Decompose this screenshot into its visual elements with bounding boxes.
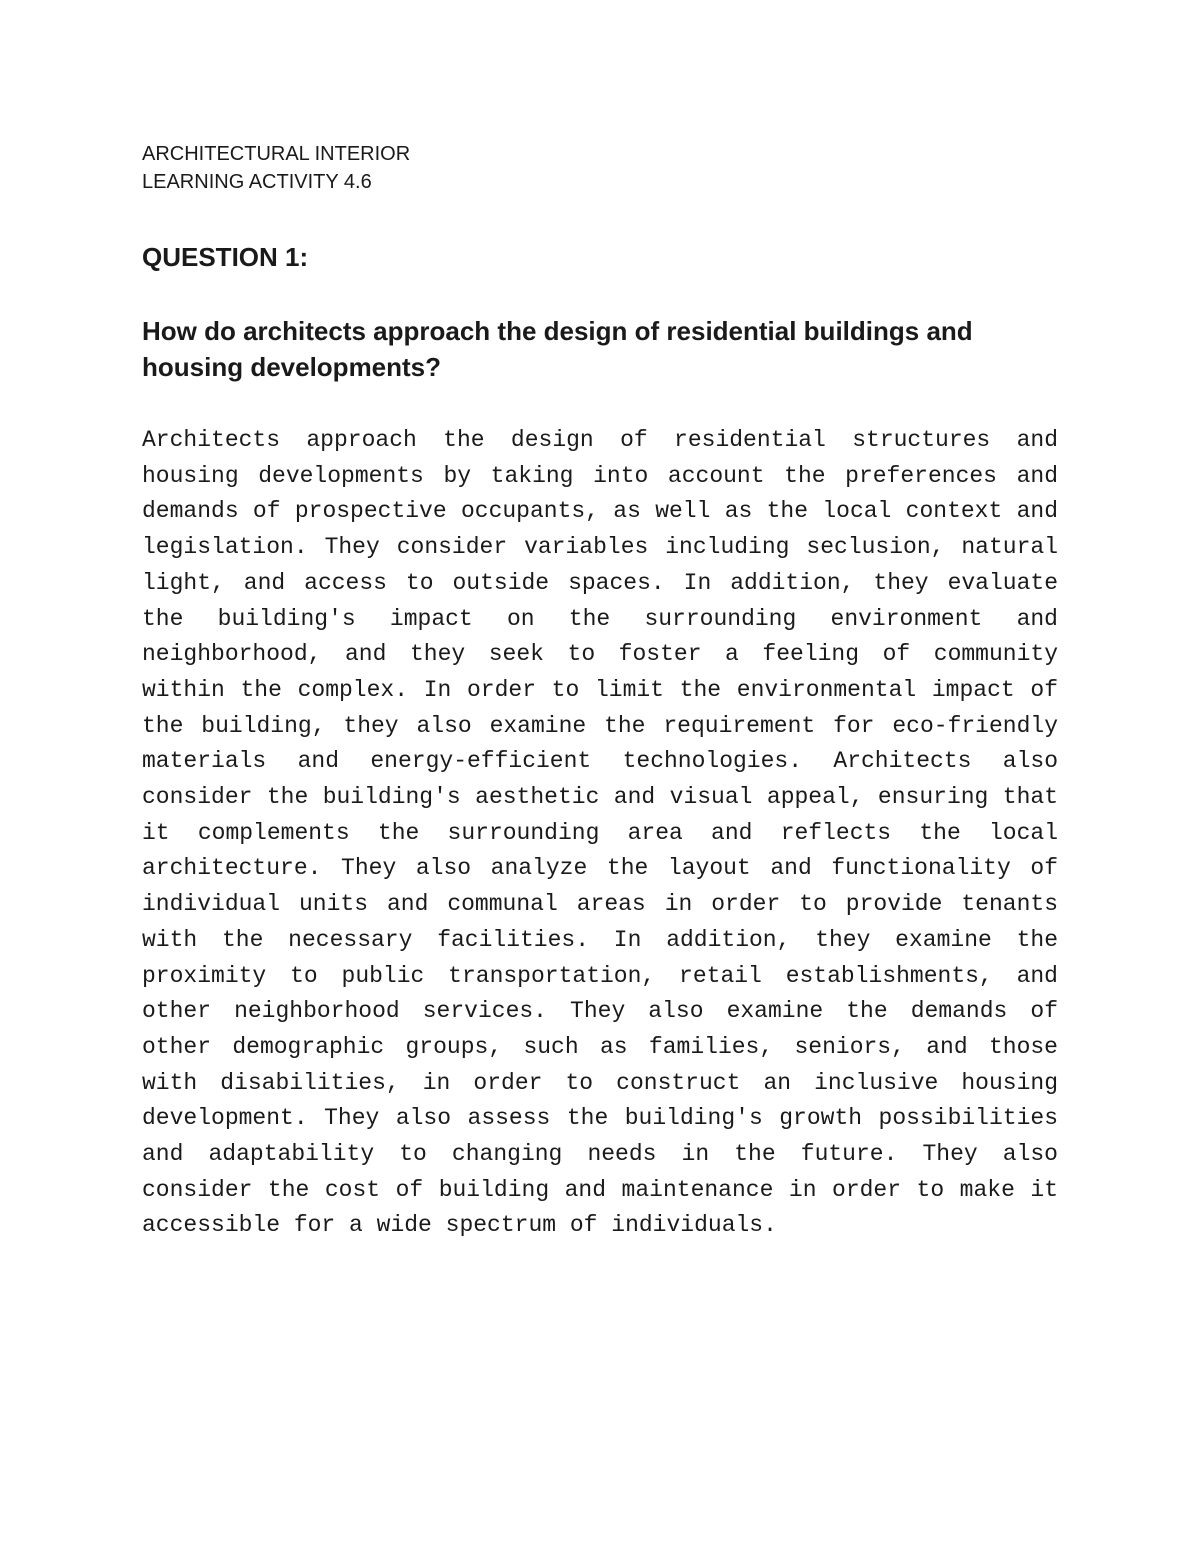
- course-title: ARCHITECTURAL INTERIOR: [142, 143, 411, 165]
- question-text: How do architects approach the design of residential buildings and housing developments?: [142, 316, 973, 382]
- activity-title: LEARNING ACTIVITY 4.6: [142, 171, 372, 193]
- answer-paragraph: Architects approach the design of residential structures and housing developments by taking into account the preferences and demands of prospective occupants, as well as the local context and legislation. They consider variables including seclusion, natural light, and access to outside spaces. In addition, they evaluate the building's impact on the surrounding environment and neighborhood, and they seek to foster a feeling of community within the complex. In order to limit the environmental impact of the building, they also examine the requirement for eco-friendly materials and energy-efficient technologies. Architects also consider the building's aesthetic and visual appeal, ensuring that it complements the surrounding area and reflects the local architecture. They also analyze the layout and functionality of individual units and communal areas in order to provide tenants with the necessary facilities. In addition, they examine the proximity to public transportation, retail establishments, and other neighborhood services. They also examine the demands of other demographic groups, such as families, seniors, and those with disabilities, in order to construct an inclusive housing development. They also assess the building's growth possibilities and adaptability to changing needs in the future. They also consider the cost of building and maintenance in order to make it accessible for a wide spectrum of individuals.: [142, 427, 1058, 1239]
- document-content: [142, 140, 1058, 1244]
- question-label: QUESTION 1:: [142, 242, 309, 272]
